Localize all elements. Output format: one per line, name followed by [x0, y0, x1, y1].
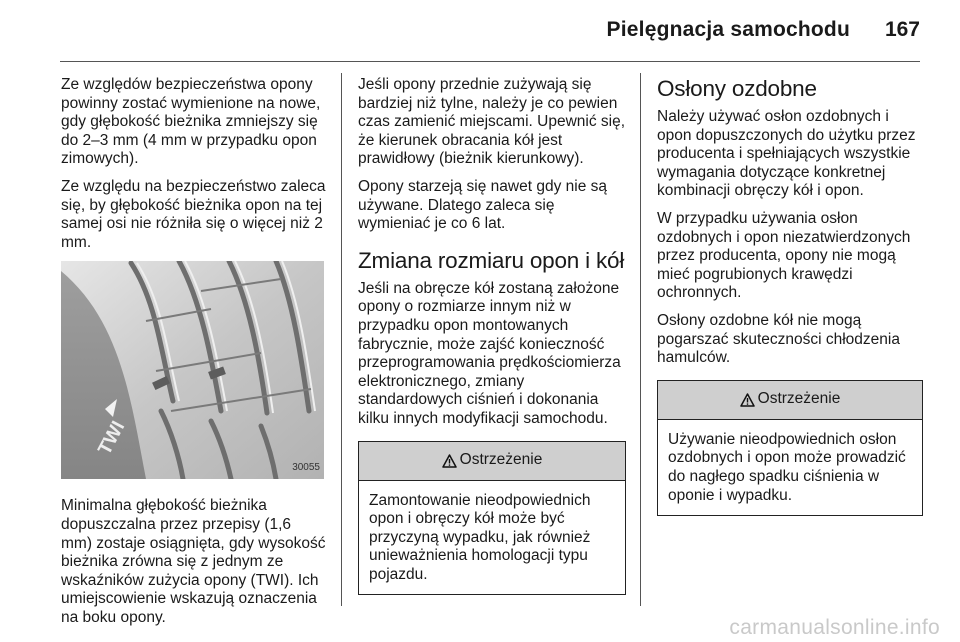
- paragraph: Opony starzeją się nawet gdy nie są używane. Dlatego zaleca się wymieniać je co 6 lat.: [358, 177, 607, 233]
- paragraph: Ze względu na bezpieczeństwo zaleca się, by głębokość bieżnika opon na tej samej osi nie różniła się o więcej niż 2 mm.: [61, 177, 326, 251]
- page-header: [0, 0, 960, 62]
- warning-text: Zamontowanie nieodpowiednich opon i obręczy kół może być przyczyną wypadku, jak również unieważnienia homologacji typu pojazdu.: [369, 491, 591, 583]
- paragraph: Jeśli opony przednie zużywają się bardziej niż tylne, należy je co pewien czas zamienić miejscami. Upewnić się, że kierunek obracania kół jest prawidłowy (bieżnik kierunkowy).: [358, 76, 626, 168]
- paragraph: Osłony ozdobne kół nie mogą pogarszać skuteczności chłodzenia hamulców.: [657, 311, 900, 367]
- column-divider: [341, 73, 342, 606]
- paragraph: W przypadku używania osłon ozdobnych i opon niezatwierdzonych przez producenta, opony nie mogą mieć pogrubionych krawędzi ochronnych.: [657, 209, 911, 302]
- watermark: carmanualsonline.info: [729, 616, 940, 639]
- warning-box: [358, 441, 626, 596]
- page-number: 167: [884, 18, 920, 41]
- text-column-1: [61, 76, 326, 637]
- section-heading: Zmiana rozmiaru opon i kół: [358, 247, 625, 273]
- figure-number: 30055: [292, 461, 320, 473]
- warning-text: Używanie nieodpowiednich osłon ozdobnych i opon może prowadzić do nagłego spadku ciśnienia w oponie i wypadku.: [668, 430, 906, 504]
- warning-triangle-icon: [740, 393, 755, 407]
- paragraph: Jeśli na obręcze kół zostaną założone opony o rozmiarze innym niż w przypadku opon montowanych fabrycznie, może zajść konieczność przeprogramowania prędkościomierza elektronicznego, zmiany standardowych ciśnień i dokonania kilku innych modyfikacji samochodu.: [358, 279, 621, 427]
- paragraph: Ze względów bezpieczeństwa opony powinny zostać wymienione na nowe, gdy głębokość bieżnika zmniejszy się do 2–3 mm (4 mm w przypadku opon zimowych).: [61, 76, 321, 168]
- paragraph: Minimalna głębokość bieżnika dopuszczalna przez przepisy (1,6 mm) zostaje osiągnięta, gdy wysokość bieżnika zrówna się z jednym ze wskaźników zużycia opony (TWI). Ich umiejscowienie wskazują oznaczenia na boku opony.: [61, 497, 326, 626]
- header-divider: [60, 61, 920, 62]
- tire-tread-illustration: [61, 261, 324, 479]
- text-column-3: [657, 76, 923, 516]
- text-column-2: [358, 76, 626, 595]
- twi-label: TWI: [94, 418, 130, 459]
- page-title: Pielęgnacja samochodu: [606, 18, 850, 41]
- section-heading: Osłony ozdobne: [657, 76, 817, 101]
- warning-header: [658, 381, 922, 420]
- warning-triangle-icon: [442, 454, 457, 468]
- warning-title: Ostrzeżenie: [757, 390, 841, 408]
- warning-box: [657, 380, 923, 516]
- paragraph: Należy używać osłon ozdobnych i opon dopuszczonych do użytku przez producenta i spełniających wszystkie wymagania dotyczące konkretnej kombinacji obręczy kół i opon.: [657, 108, 916, 200]
- warning-title: Ostrzeżenie: [459, 451, 543, 469]
- column-divider: [640, 73, 641, 606]
- warning-header: [359, 442, 625, 481]
- tire-tread-figure: [61, 261, 324, 479]
